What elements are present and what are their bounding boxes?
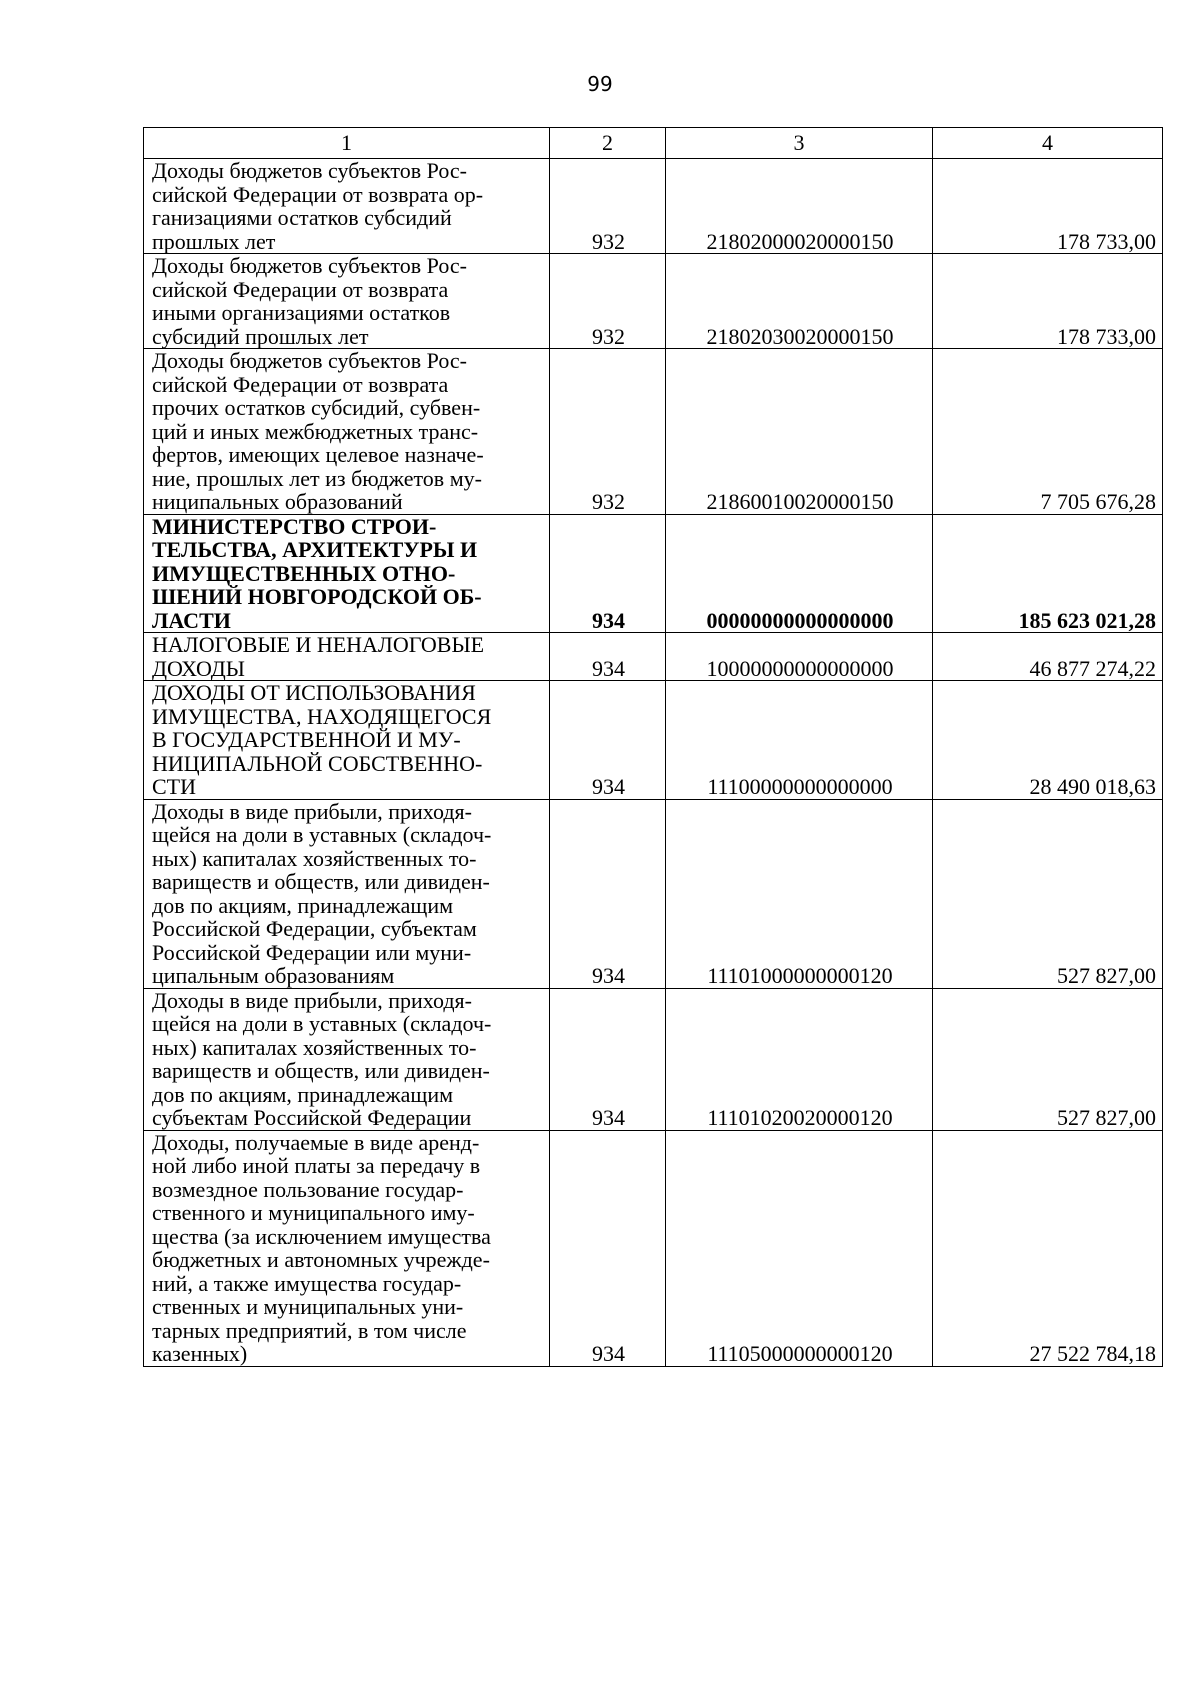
row-name: Доходы в виде прибыли, приходя- щейся на доли в уставных (складоч- ных) капиталах хозяйственных то- вариществ и обществ, или дивиден- дов по акциям, принадлежащим Российской Федерации, субъектам Российской Федерации или муни- ципальным образованиям [144,799,550,988]
row-amount: 28 490 018,63 [933,681,1163,800]
column-header-name: 1 [144,128,550,159]
row-name: Доходы в виде прибыли, приходя- щейся на доли в уставных (складоч- ных) капиталах хозяйственных то- вариществ и обществ, или дивиден- дов по акциям, принадлежащим субъектам Российской Федерации [144,988,550,1130]
table-row [144,254,1163,349]
row-amount: 178 733,00 [933,159,1163,254]
table-row [144,988,1163,1130]
row-kbk: 10000000000000000 [666,633,933,681]
row-kbk: 21802030020000150 [666,254,933,349]
page-number: 99 [587,72,613,96]
row-code: 934 [550,799,666,988]
column-header-code: 2 [550,128,666,159]
revenue-table [143,127,1163,1367]
row-kbk: 11101020020000120 [666,988,933,1130]
table-row [144,349,1163,515]
row-name: МИНИСТЕРСТВО СТРОИ- ТЕЛЬСТВА, АРХИТЕКТУРЫ И ИМУЩЕСТВЕННЫХ ОТНО- ШЕНИЙ НОВГОРОДСКОЙ ОБ- ЛАСТИ [144,514,550,633]
row-code: 932 [550,349,666,515]
row-name: НАЛОГОВЫЕ И НЕНАЛОГОВЫЕ ДОХОДЫ [144,633,550,681]
row-code: 934 [550,1130,666,1366]
row-amount: 527 827,00 [933,988,1163,1130]
column-header-kbk: 3 [666,128,933,159]
table-header-row [144,128,1163,159]
row-kbk: 11105000000000120 [666,1130,933,1366]
table-row [144,1130,1163,1366]
row-amount: 46 877 274,22 [933,633,1163,681]
row-name: Доходы бюджетов субъектов Рос- сийской Федерации от возврата ор- ганизациями остатков субсидий прошлых лет [144,159,550,254]
row-name: ДОХОДЫ ОТ ИСПОЛЬЗОВАНИЯ ИМУЩЕСТВА, НАХОДЯЩЕГОСЯ В ГОСУДАРСТВЕННОЙ И МУ- НИЦИПАЛЬНОЙ СОБСТВЕННО- СТИ [144,681,550,800]
row-amount: 27 522 784,18 [933,1130,1163,1366]
table-row [144,633,1163,681]
row-code: 934 [550,514,666,633]
row-kbk: 21860010020000150 [666,349,933,515]
row-amount: 185 623 021,28 [933,514,1163,633]
row-code: 932 [550,254,666,349]
row-code: 934 [550,681,666,800]
column-header-amount: 4 [933,128,1163,159]
table-row [144,799,1163,988]
table-row-ministry [144,514,1163,633]
row-kbk: 21802000020000150 [666,159,933,254]
row-kbk: 11100000000000000 [666,681,933,800]
table-row [144,681,1163,800]
row-amount: 527 827,00 [933,799,1163,988]
row-kbk: 00000000000000000 [666,514,933,633]
row-name: Доходы, получаемые в виде аренд- ной либо иной платы за передачу в возмездное пользование государ- ственного и муниципального иму- щества (за исключением имущества бюджетных и автономных учрежде- ний, а также имущества государ- ственных и муниципальных уни- тарных предприятий, в том числе казенных) [144,1130,550,1366]
row-code: 934 [550,988,666,1130]
table-row [144,159,1163,254]
row-amount: 7 705 676,28 [933,349,1163,515]
row-amount: 178 733,00 [933,254,1163,349]
row-code: 932 [550,159,666,254]
row-name: Доходы бюджетов субъектов Рос- сийской Федерации от возврата прочих остатков субсидий, субвен- ций и иных межбюджетных транс- фертов, имеющих целевое назначе- ние, прошлых лет из бюджетов му- ниципальных образований [144,349,550,515]
row-name: Доходы бюджетов субъектов Рос- сийской Федерации от возврата иными организациями остатков субсидий прошлых лет [144,254,550,349]
row-code: 934 [550,633,666,681]
row-kbk: 11101000000000120 [666,799,933,988]
